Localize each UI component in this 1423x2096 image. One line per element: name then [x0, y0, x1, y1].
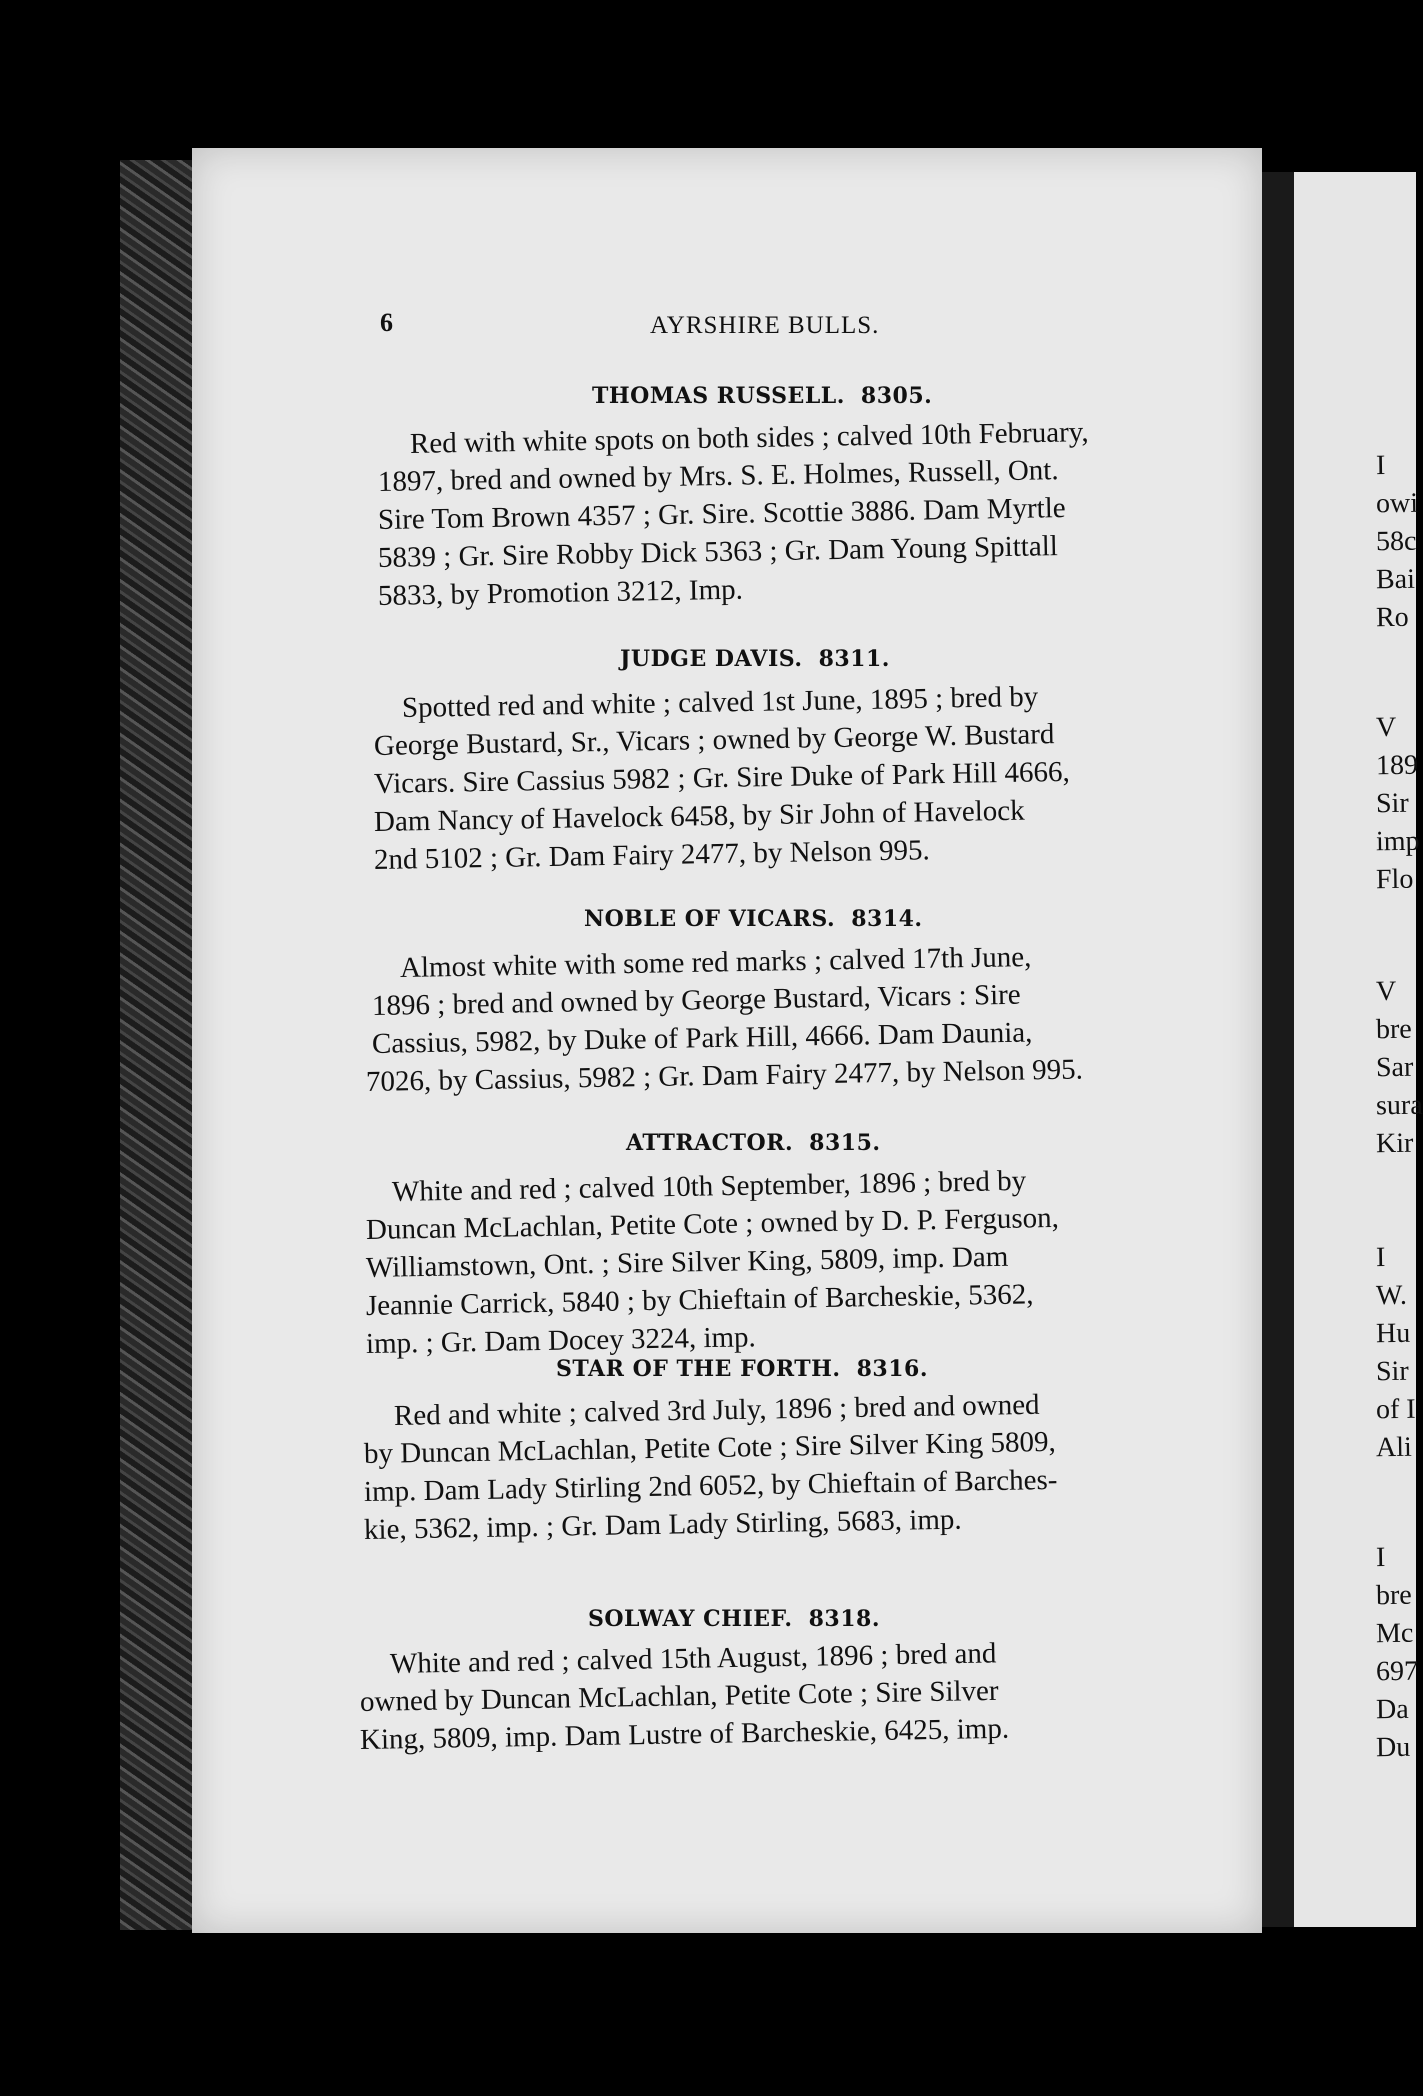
facing-fragment: Ro: [1375, 601, 1409, 634]
page-gutter-shadow: [1262, 172, 1294, 1927]
facing-fragment: W.: [1375, 1279, 1408, 1312]
herd-book-number: 8305.: [860, 383, 933, 409]
entry-text-line: 2nd 5102 ; Gr. Dam Fairy 2477, by Nelson 995.: [373, 834, 930, 876]
entry-text-line: Spotted red and white ; calved 1st June, 1895 ; bred by: [401, 680, 1039, 724]
facing-fragment: imp: [1375, 825, 1420, 858]
entry-heading: [620, 646, 890, 672]
facing-fragment: I: [1375, 1241, 1386, 1274]
entry-text-line: 5833, by Promotion 3212, Imp.: [377, 573, 744, 612]
entry-text-line: Duncan McLachlan, Petite Cote ; owned by D. P. Ferguson,: [365, 1201, 1060, 1246]
facing-fragment: bre: [1375, 1579, 1412, 1612]
facing-fragment: V: [1375, 975, 1397, 1008]
facing-fragment: Ali: [1375, 1431, 1412, 1464]
herd-book-number: 8311.: [818, 646, 890, 672]
bull-name: NOBLE OF VICARS.: [584, 906, 836, 932]
entry-text-line: imp. ; Gr. Dam Docey 3224, imp.: [365, 1321, 757, 1360]
facing-fragment: Bai: [1375, 563, 1416, 596]
entry-text-line: 1897, bred and owned by Mrs. S. E. Holmes, Russell, Ont.: [377, 454, 1059, 498]
entry-text-line: 7026, by Cassius, 5982 ; Gr. Dam Fairy 2477, by Nelson 995.: [365, 1053, 1084, 1098]
bull-name: THOMAS RUSSELL.: [592, 383, 845, 409]
entry-text-line: 1896 ; bred and owned by George Bustard, Vicars : Sire: [371, 978, 1021, 1022]
bull-name: STAR OF THE FORTH.: [556, 1356, 841, 1382]
entry-heading: [556, 1356, 928, 1382]
book-binding-edge: [120, 160, 192, 1930]
facing-fragment: Kir: [1375, 1127, 1414, 1160]
entry-heading: [626, 1130, 881, 1156]
entry-text-line: owned by Duncan McLachlan, Petite Cote ; Sire Silver: [359, 1674, 999, 1718]
entry-heading: [588, 1606, 880, 1632]
entry-text-line: Jeannie Carrick, 5840 ; by Chieftain of Barcheskie, 5362,: [365, 1278, 1034, 1322]
facing-fragment: Du: [1375, 1731, 1411, 1764]
entry-text-line: Red and white ; calved 3rd July, 1896 ; bred and owned: [393, 1388, 1040, 1432]
entry-text-line: Almost white with some red marks ; calved 17th June,: [399, 940, 1032, 984]
entry-text-line: kie, 5362, imp. ; Gr. Dam Lady Stirling, 5683, imp.: [363, 1503, 962, 1546]
herd-book-number: 8315.: [809, 1130, 881, 1156]
facing-fragment: Da: [1375, 1693, 1409, 1726]
entry-text-line: George Bustard, Sr., Vicars ; owned by George W. Bustard: [373, 718, 1055, 762]
herd-book-number: 8316.: [856, 1356, 928, 1382]
herd-book-number: 8314.: [851, 906, 923, 932]
facing-fragment: sura: [1375, 1089, 1423, 1122]
running-head: AYRSHIRE BULLS.: [650, 312, 880, 339]
facing-fragment: bre: [1375, 1013, 1412, 1046]
facing-fragment: Sir: [1375, 787, 1409, 820]
bull-name: ATTRACTOR.: [626, 1130, 794, 1156]
facing-fragment: owi: [1375, 487, 1419, 520]
entry-text-line: Sire Tom Brown 4357 ; Gr. Sire. Scottie 3886. Dam Myrtle: [377, 491, 1066, 536]
facing-fragment: V: [1375, 711, 1397, 744]
entry-text-line: White and red ; calved 15th August, 1896 ; bred and: [389, 1637, 997, 1680]
facing-page: [1294, 172, 1423, 1927]
facing-fragment: of I: [1375, 1393, 1416, 1426]
facing-fragment: Flo: [1375, 863, 1414, 896]
entry-text-line: 5839 ; Gr. Sire Robby Dick 5363 ; Gr. Dam Young Spittall: [377, 530, 1059, 574]
facing-fragment: 697: [1375, 1655, 1419, 1688]
facing-fragment: Mc: [1375, 1617, 1414, 1650]
entry-text-line: Vicars. Sire Cassius 5982 ; Gr. Sire Duke of Park Hill 4666,: [373, 755, 1070, 800]
entry-text-line: imp. Dam Lady Stirling 2nd 6052, by Chieftain of Barches-: [363, 1463, 1058, 1508]
entry-text-line: by Duncan McLachlan, Petite Cote ; Sire Silver King 5809,: [363, 1425, 1057, 1470]
herd-book-number: 8318.: [808, 1606, 880, 1632]
facing-fragment: I: [1375, 1541, 1386, 1574]
entry-text-line: King, 5809, imp. Dam Lustre of Barcheskie, 6425, imp.: [359, 1712, 1010, 1756]
entry-text-line: Williamstown, Ont. ; Sire Silver King, 5809, imp. Dam: [365, 1240, 1009, 1284]
facing-fragment: I: [1375, 449, 1386, 482]
entry-text-line: White and red ; calved 10th September, 1896 ; bred by: [391, 1164, 1027, 1208]
entry-text-line: Dam Nancy of Havelock 6458, by Sir John of Havelock: [373, 794, 1025, 838]
entry-heading: [584, 906, 923, 932]
facing-fragment: Sar: [1375, 1051, 1414, 1084]
bull-name: SOLWAY CHIEF.: [588, 1606, 793, 1632]
entry-heading: [592, 383, 932, 409]
facing-fragment: 58c: [1375, 525, 1417, 558]
facing-fragment: 189: [1375, 749, 1419, 782]
page-number: 6: [380, 308, 393, 337]
facing-fragment: Sir: [1375, 1355, 1409, 1388]
bull-name: JUDGE DAVIS.: [620, 646, 803, 672]
facing-fragment: Hu: [1375, 1317, 1411, 1350]
entry-text-line: Cassius, 5982, by Duke of Park Hill, 4666. Dam Daunia,: [371, 1016, 1033, 1060]
entry-text-line: Red with white spots on both sides ; calved 10th February,: [409, 416, 1089, 460]
